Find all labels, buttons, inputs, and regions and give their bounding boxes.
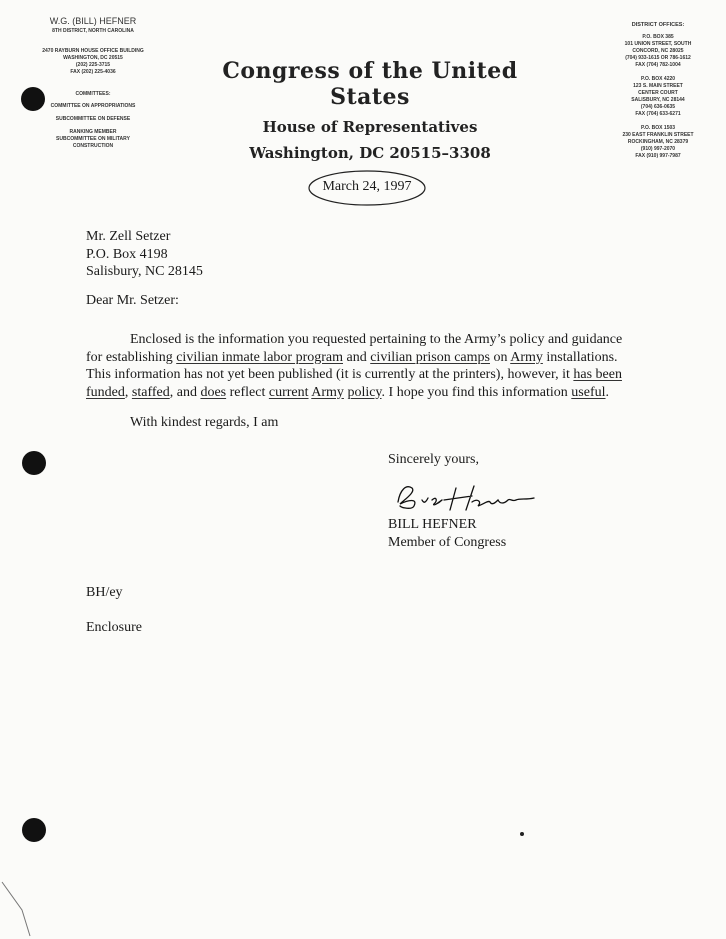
underlined-phrase: Army [510, 349, 543, 365]
letterhead [180, 58, 560, 162]
dc-address-2: WASHINGTON, DC 20515 [63, 55, 123, 61]
office-concord [598, 34, 718, 69]
left-header [18, 16, 168, 150]
office-salisbury [598, 76, 718, 118]
punch-hole-middle [22, 451, 46, 475]
scan-speck [520, 832, 524, 836]
text-run: This information has not yet been published (it is currently at the printers), however, it [86, 367, 574, 382]
office-line: (704) 636-0635 [640, 104, 676, 110]
recipient-address [86, 228, 203, 281]
enclosure-note: Enclosure [86, 620, 142, 635]
recipient-name: Mr. Zell Setzer [86, 229, 171, 244]
text-run: reflect [226, 384, 269, 400]
member-district: 8TH DISTRICT, NORTH CAROLINA [52, 28, 134, 34]
district-offices-title: DISTRICT OFFICES: [631, 22, 685, 28]
office-line: P.O. BOX 385 [642, 34, 674, 40]
underlined-phrase: has been [573, 367, 622, 382]
text-run: for establishing [86, 349, 177, 365]
underlined-phrase: civilian prison camps [370, 349, 490, 365]
recipient-city: Salisbury, NC 28145 [86, 264, 203, 279]
punch-hole-bottom [22, 818, 46, 842]
letterhead-congress: Congress of the United States [222, 58, 518, 110]
body-line-4 [86, 384, 646, 402]
office-line: (704) 933-1615 OR 786-1612 [625, 55, 691, 61]
subcommittee-military: SUBCOMMITTEE ON MILITARY [56, 136, 130, 142]
letterhead-address: Washington, DC 20515–3308 [249, 144, 491, 162]
office-line: 101 UNION STREET, SOUTH [624, 41, 692, 47]
member-name: W.G. (BILL) HEFNER [49, 16, 137, 26]
dc-phone: (202) 225-3715 [75, 62, 111, 68]
office-line: ROCKINGHAM, NC 28379 [627, 139, 689, 145]
underlined-phrase: civilian inmate labor program [176, 349, 343, 365]
dc-address-1: 2470 RAYBURN HOUSE OFFICE BUILDING [42, 48, 144, 54]
body-line-1: Enclosed is the information you requested pertaining to the Army’s policy and guidance [130, 332, 623, 347]
letter-date: March 24, 1997 [322, 179, 412, 194]
office-line: FAX (910) 997-7987 [635, 153, 681, 159]
underlined-phrase: current [268, 384, 309, 400]
underlined-phrase: staffed [131, 384, 170, 400]
office-line: P.O. BOX 4220 [640, 76, 676, 82]
signer-name: BILL HEFNER [388, 517, 477, 532]
page-corner-mark [0, 880, 40, 939]
ranking-member: RANKING MEMBER [69, 129, 117, 135]
body-paragraph [86, 331, 646, 401]
body-line-2 [86, 349, 646, 367]
closing-line: With kindest regards, I am [130, 415, 279, 430]
underlined-phrase: useful [571, 384, 606, 400]
office-line: 123 S. MAIN STREET [633, 83, 683, 89]
dc-fax: FAX (202) 225-4036 [70, 69, 116, 75]
office-line: 230 EAST FRANKLIN STREET [622, 132, 694, 138]
text-run: . [605, 384, 610, 400]
committees-label: COMMITTEES: [75, 91, 111, 97]
body-line-3 [86, 366, 646, 384]
office-line: CENTER COURT [638, 90, 678, 96]
date-block [306, 168, 428, 208]
office-line: P.O. BOX 1503 [640, 125, 676, 131]
text-run: on [489, 349, 511, 365]
text-run: , [124, 384, 132, 400]
underlined-phrase: policy [347, 384, 382, 400]
office-line: (910) 997-2070 [640, 146, 676, 152]
text-run: . I hope you find this information [381, 384, 572, 400]
office-line: FAX (704) 782-1004 [635, 62, 681, 68]
underlined-phrase: funded [86, 384, 125, 400]
office-rockingham [598, 125, 718, 160]
underlined-phrase: Army [311, 384, 344, 400]
typist-initials: BH/ey [86, 585, 123, 600]
signer-title: Member of Congress [388, 535, 507, 550]
office-line: CONCORD, NC 28025 [632, 48, 684, 54]
office-line: FAX (704) 633-6271 [635, 111, 681, 117]
text-run: and [343, 349, 371, 365]
signature [392, 478, 542, 516]
text-run: installations. [542, 349, 618, 365]
subcommittee-construction: CONSTRUCTION [72, 143, 114, 149]
salutation: Dear Mr. Setzer: [86, 293, 179, 308]
letterhead-house: House of Representatives [262, 118, 478, 136]
district-offices [598, 22, 718, 160]
signoff: Sincerely yours, [388, 452, 479, 467]
office-line: SALISBURY, NC 28144 [631, 97, 685, 103]
text-run: , and [169, 384, 201, 400]
committee-appropriations: COMMITTEE ON APPROPRIATIONS [50, 103, 136, 109]
recipient-street: P.O. Box 4198 [86, 246, 168, 262]
subcommittee-defense: SUBCOMMITTEE ON DEFENSE [55, 116, 131, 122]
underlined-phrase: does [200, 384, 227, 400]
